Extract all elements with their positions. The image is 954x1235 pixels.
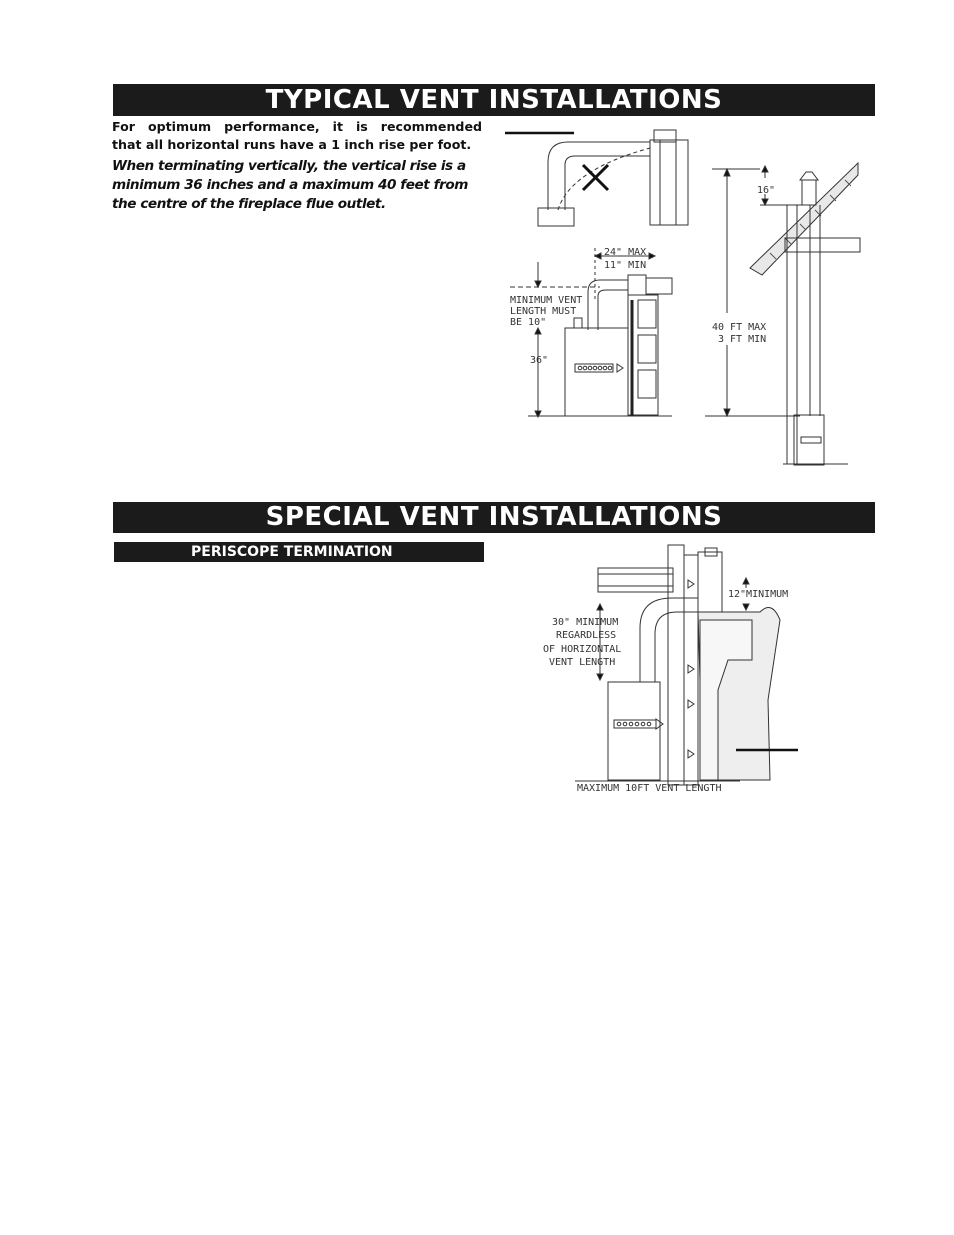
label-11-min: 11" MIN <box>604 260 647 271</box>
fireplace-burner <box>575 364 623 372</box>
collar <box>574 318 582 328</box>
label-30-min-3: OF HORIZONTAL <box>543 644 622 655</box>
label-36: 36" <box>530 355 549 366</box>
label-30-min-1: 30" MINIMUM <box>552 617 619 628</box>
label-40ft-max: 40 FT MAX <box>712 322 767 333</box>
label-30-min-4: VENT LENGTH <box>549 657 616 668</box>
periscope-termination-heading: PERISCOPE TERMINATION <box>191 544 393 560</box>
vent-cap-top <box>800 172 818 180</box>
arrow-head <box>762 166 768 172</box>
vent-cap <box>802 180 816 205</box>
arrow-head <box>649 253 655 259</box>
label-30-min-2: REGARDLESS <box>556 630 617 641</box>
label-min-vent-3: BE 10" <box>510 317 547 328</box>
wall-sheathing <box>684 555 698 785</box>
recommendation-line-1: For optimum performance, it is recommended <box>112 119 482 134</box>
dashed-path <box>558 148 650 210</box>
recommendation-line-2: that all horizontal runs have a 1 inch rise per foot. <box>112 137 472 152</box>
label-16: 16" <box>757 185 776 196</box>
wall-thimble <box>628 275 646 295</box>
fireplace-burner <box>614 719 663 729</box>
typical-vent-installations-heading: TYPICAL VENT INSTALLATIONS <box>113 84 875 116</box>
label-12-minimum: 12"MINIMUM <box>728 589 789 600</box>
arrow-head <box>535 328 541 334</box>
vent-elbow <box>640 598 698 682</box>
label-max-10ft: MAXIMUM 10FT VENT LENGTH <box>577 783 722 794</box>
label-3ft-min: 3 FT MIN <box>718 334 767 345</box>
label-24-max: 24" MAX <box>604 247 647 258</box>
incorrect-run-diagram <box>505 130 688 226</box>
horizontal-termination-diagram <box>510 248 672 417</box>
vent-elbow <box>598 290 628 330</box>
wall-marker <box>688 580 694 588</box>
periscope-termination-bar <box>114 542 484 562</box>
wall-block <box>638 335 656 363</box>
vertical-termination-note: When terminating vertically, the vertical rise is a minimum 36 inches and a maximum 40 feet from the centre of the fireplace flue outlet. <box>112 158 468 212</box>
label-min-vent-2: LENGTH MUST <box>510 306 577 317</box>
vent-elbow <box>655 612 698 682</box>
wall-block <box>638 370 656 398</box>
vertical-termination-diagram <box>705 163 860 465</box>
appliance-top <box>538 208 574 226</box>
wall-studs <box>668 545 684 785</box>
wall-marker <box>688 700 694 708</box>
arrow-head <box>743 578 749 584</box>
fireplace <box>794 415 824 465</box>
arrow-head <box>724 169 730 176</box>
arrow-head <box>535 281 541 287</box>
wall-marker <box>688 665 694 673</box>
elbow-pipe-inner <box>565 156 650 210</box>
arrow-head <box>762 199 768 205</box>
special-vent-installations-heading: SPECIAL VENT INSTALLATIONS <box>113 502 875 533</box>
arrow-head <box>597 674 603 680</box>
wall-marker <box>688 750 694 758</box>
wall-section <box>650 140 688 225</box>
arrow-head <box>743 604 749 610</box>
floor-joist <box>598 568 673 592</box>
fireplace-burner <box>801 437 821 443</box>
arrow-head <box>595 253 601 259</box>
wall-block <box>638 300 656 328</box>
termination-cap <box>646 278 672 294</box>
ceiling <box>785 238 860 252</box>
arrow-head <box>724 409 730 416</box>
periscope-vent <box>698 552 722 614</box>
fireplace <box>608 682 660 780</box>
label-min-vent-1: MINIMUM VENT <box>510 295 583 306</box>
arrow-head <box>597 604 603 610</box>
